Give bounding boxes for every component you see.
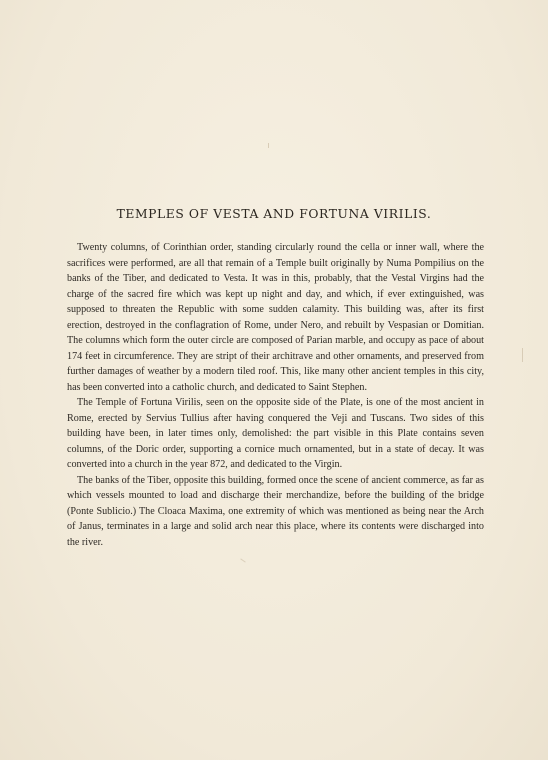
paragraph: The banks of the Tiber, opposite this building, formed once the scene of ancient commerce, as far as which vessels mounted to load and discharge their merchandize, before the building of the bridge (Ponte Sublicio.) The Cloaca Maxima, one extremity of which was mentioned as being near the Arch of Janus, terminates in a large and solid arch near this place, where its contents were discharged into the river. bbox=[67, 474, 484, 548]
paper-speck bbox=[240, 558, 245, 562]
page-title: TEMPLES OF VESTA AND FORTUNA VIRILIS. bbox=[116, 207, 432, 221]
body-text bbox=[67, 240, 484, 550]
paper-speck bbox=[268, 143, 269, 148]
paragraph: Twenty columns, of Corinthian order, standing circularly round the cella or inner wall, where the sacrifices were performed, are all that remain of a Temple built originally by Numa Pompilius on the banks of the Tiber, and dedicated to Vesta. It was in this, probably, that the Vestal Virgins had the charge of the sacred fire which was kept up night and day, and which, if ever extinguished, was supposed to threaten the Republic with some sudden calamity. This building was, after its first erection, destroyed in the conflagration of Rome, under Nero, and rebuilt by Vespasian or Domitian. The columns which form the outer circle are composed of Parian marble, and occupy as pace of about 174 feet in circumference. They are stript of their architrave and other ornaments, and preserved from further damages of weather by a modern tiled roof. This, like many other ancient temples in this city, has been converted into a catholic church, and dedicated to Saint Stephen. bbox=[67, 242, 484, 393]
paper-speck bbox=[522, 348, 523, 362]
paragraph: The Temple of Fortuna Virilis, seen on the opposite side of the Plate, is one of the most ancient in Rome, erected by Servius Tullius after having conquered the Veji and Tuscans. Two sides of this building have been, in later times only, demolished: the part visible in this Plate contains seven columns, of the Doric order, supporting a cornice much ornamented, but in a state of decay. It was converted into a church in the year 872, and dedicated to the Virgin. bbox=[67, 397, 484, 470]
